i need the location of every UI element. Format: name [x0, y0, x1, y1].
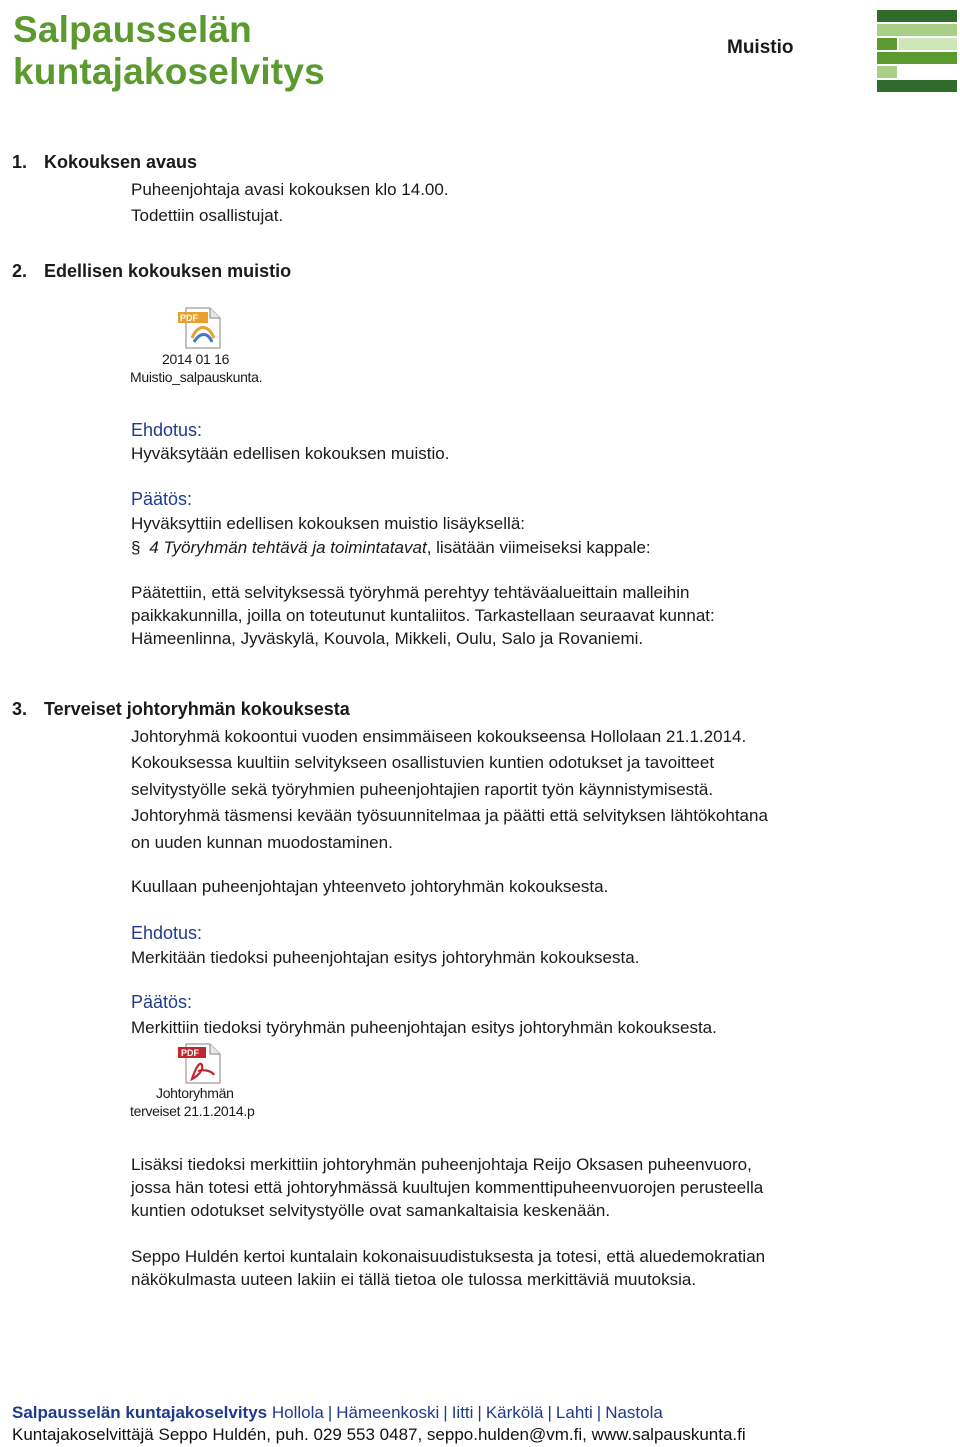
footer-municipality: Hämeenkoski [336, 1403, 440, 1422]
footer-municipality: Hollola [271, 1403, 324, 1422]
footer-org-name: Salpausselän kuntajakoselvitys [12, 1403, 268, 1422]
paragraph-line: selvitystyölle sekä työryhmien puheenjohtajien raportit työn käynnistymisestä. [131, 780, 714, 799]
logo-text-line2: kuntajakoselvitys [13, 51, 325, 92]
svg-text:PDF: PDF [180, 313, 198, 323]
paatos-text: Hyväksyttiin edellisen kokouksen muistio lisäyksellä: [131, 514, 525, 533]
footer-contact: Kuntajakoselvittäjä Seppo Huldén, puh. 029 553 0487, seppo.hulden@vm.fi, www.salpauskunta.fi [12, 1425, 746, 1444]
section-1-line: Todettiin osallistujat. [131, 206, 284, 225]
paragraph-line: on uuden kunnan muodostaminen. [131, 833, 393, 852]
ehdotus-text: Merkitään tiedoksi puheenjohtajan esitys johtoryhmän kokouksesta. [131, 948, 640, 967]
section-3-title: Terveiset johtoryhmän kokouksesta [44, 699, 350, 719]
logo-mark-icon [877, 10, 957, 94]
footer-municipality: Iitti [451, 1403, 474, 1422]
ehdotus-label: Ehdotus: [131, 923, 203, 943]
section-3-number: 3. [12, 699, 28, 719]
paragraph-line: paikkakunnilla, joilla on toteutunut kuntaliitos. Tarkastellaan seuraavat kunnat: [131, 606, 715, 625]
acrobat-pdf-icon[interactable] [178, 1043, 222, 1085]
paragraph-line: Hämeenlinna, Jyväskylä, Kouvola, Mikkeli, Oulu, Salo ja Rovaniemi. [131, 629, 644, 648]
section-1-number: 1. [12, 152, 28, 172]
paatos-label: Päätös: [131, 992, 193, 1012]
section-1-line: Puheenjohtaja avasi kokouksen klo 14.00. [131, 180, 449, 199]
logo-text-line1: Salpausselän [13, 9, 252, 50]
footer-separator: | [596, 1403, 602, 1422]
attachment-name[interactable]: Johtoryhmän [156, 1085, 234, 1101]
paragraph-line: Päätettiin, että selvityksessä työryhmä perehtyy tehtäväalueittain malleihin [131, 583, 690, 602]
paragraph-line: näkökulmasta uuteen lakiin ei tällä tietoa ole tulossa merkittäviä muutoksia. [131, 1270, 697, 1289]
pdf-icon[interactable] [178, 306, 224, 350]
section-reference [131, 536, 651, 560]
section-reference-title: 4 Työryhmän tehtävä ja toimintatavat [149, 538, 427, 557]
footer-separator: | [327, 1403, 333, 1422]
footer-separator: | [547, 1403, 552, 1422]
section-reference-rest: , lisätään viimeiseksi kappale: [426, 538, 651, 557]
section-2-title: Edellisen kokouksen muistio [44, 261, 292, 281]
paatos-label: Päätös: [131, 489, 193, 509]
ehdotus-text: Hyväksytään edellisen kokouksen muistio. [131, 444, 450, 463]
ehdotus-label: Ehdotus: [131, 420, 203, 440]
section-symbol: § [131, 538, 141, 557]
footer-separator: | [443, 1403, 448, 1422]
paatos-text: Merkittiin tiedoksi työryhmän puheenjohtajan esitys johtoryhmän kokouksesta. [131, 1018, 717, 1037]
paragraph-line: Lisäksi tiedoksi merkittiin johtoryhmän puheenjohtaja Reijo Oksasen puheenvuoro, [131, 1155, 752, 1174]
section-2-number: 2. [12, 261, 28, 281]
paragraph-line: Seppo Huldén kertoi kuntalain kokonaisuudistuksesta ja totesi, että aluedemokratian [131, 1247, 766, 1266]
footer-municipality: Kärkölä [485, 1403, 544, 1422]
paragraph-line: kuntien odotukset selvitystyölle ovat samankaltaisia keskenään. [131, 1201, 611, 1220]
attachment-name[interactable]: terveiset 21.1.2014.p [130, 1103, 255, 1119]
attachment-name[interactable]: 2014 01 16 [162, 351, 230, 367]
footer-municipality: Nastola [605, 1403, 663, 1422]
paragraph-line: Johtoryhmä kokoontui vuoden ensimmäiseen kokoukseensa Hollolaan 21.1.2014. [131, 727, 747, 746]
attachment-name[interactable]: Muistio_salpauskunta. [130, 369, 263, 385]
svg-text:PDF: PDF [181, 1048, 199, 1058]
footer-org-line [12, 1403, 663, 1423]
footer-municipality: Lahti [555, 1403, 593, 1422]
paragraph-line: Kuullaan puheenjohtajan yhteenveto johtoryhmän kokouksesta. [131, 877, 609, 896]
paragraph-line: jossa hän totesi että johtoryhmässä kuultujen kommenttipuheenvuorojen perusteella [131, 1178, 764, 1197]
section-1-title: Kokouksen avaus [44, 152, 198, 172]
paragraph-line: Johtoryhmä täsmensi kevään työsuunnitelmaa ja päätti että selvityksen lähtökohtana [131, 806, 768, 825]
footer-separator: | [477, 1403, 482, 1422]
paragraph-line: Kokouksessa kuultiin selvitykseen osallistuvien kuntien odotukset ja tavoitteet [131, 753, 715, 772]
document-type: Muistio [727, 37, 794, 58]
